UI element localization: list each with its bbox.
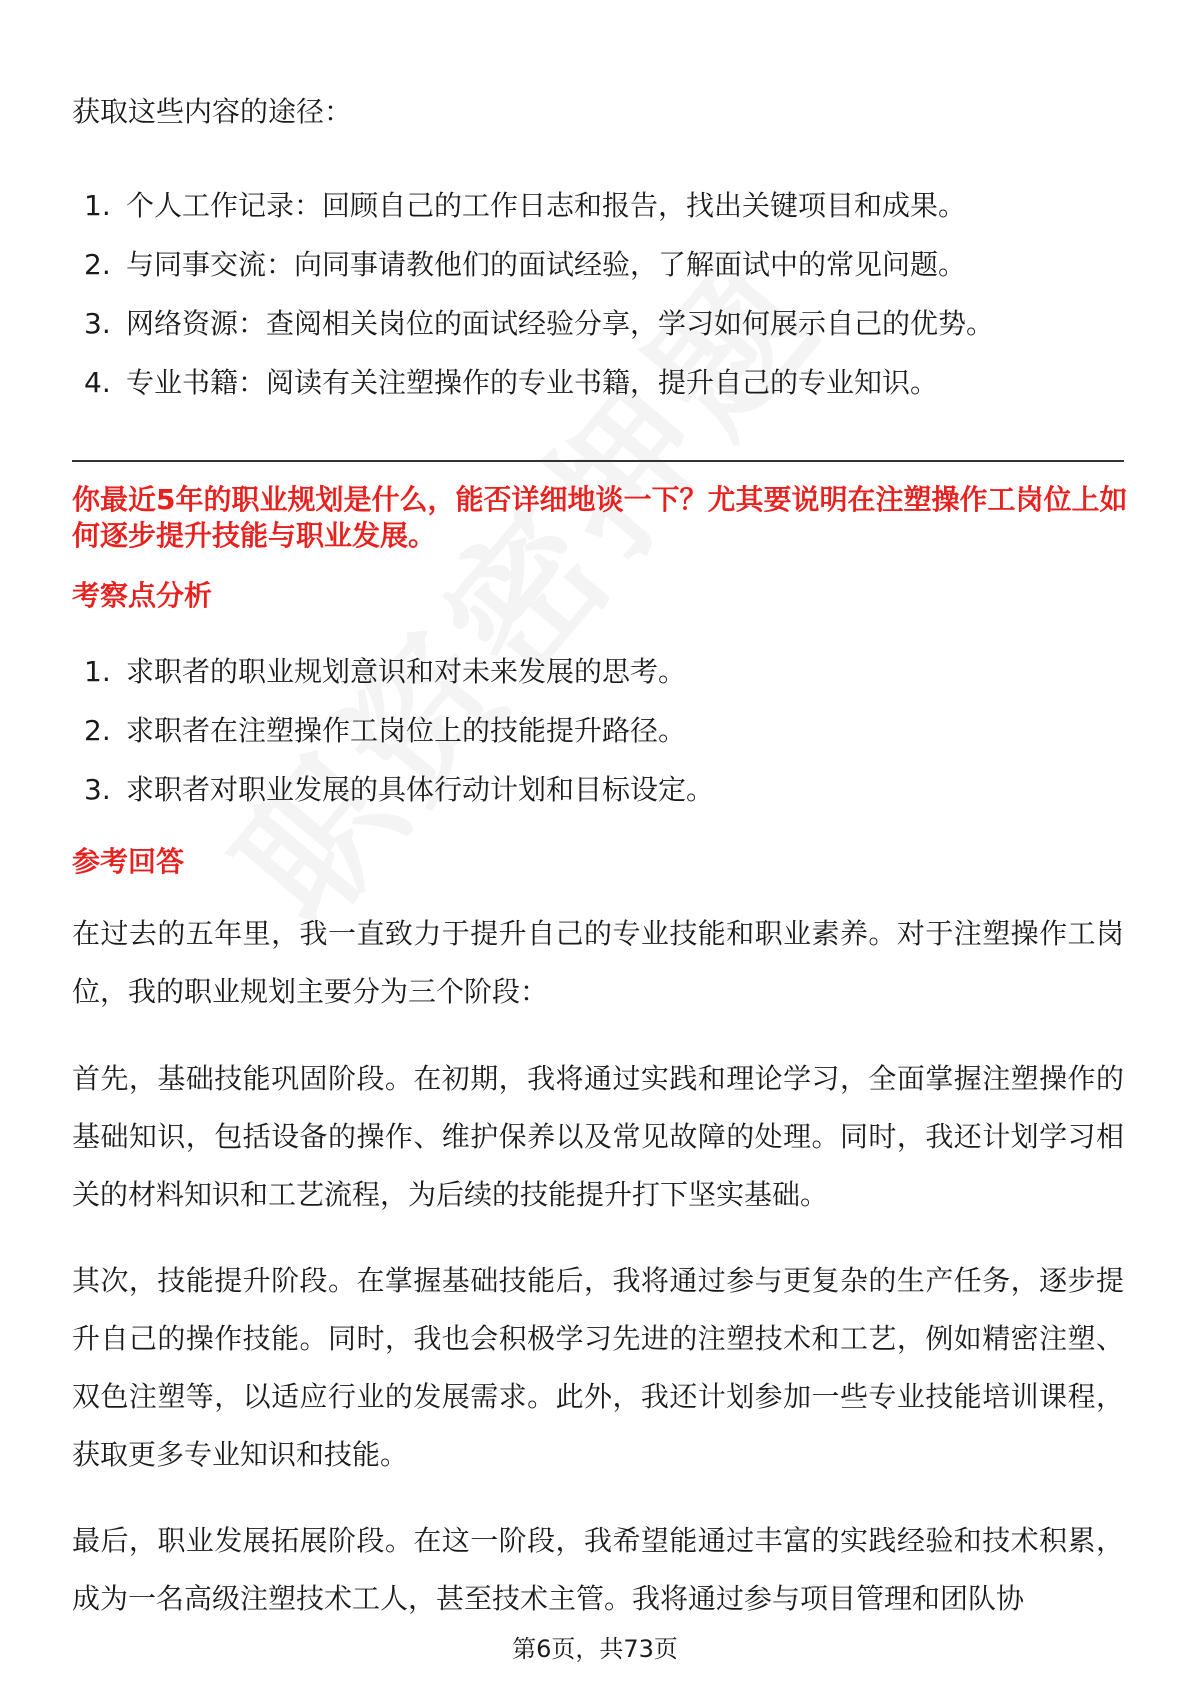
list-item [84,711,714,751]
list-item [84,363,994,403]
list-text: 求职者在注塑操作工岗位上的技能提升路径。 [126,714,687,747]
question-heading: 你最近5年的职业规划是什么，能否详细地谈一下？尤其要说明在注塑操作工岗位上如何逐步提升技能与职业发展。 [72,483,1128,552]
list-number: 2. [84,714,111,747]
list-number: 2. [84,248,111,281]
list-text: 求职者的职业规划意识和对未来发展的思考。 [126,655,687,688]
list-item [84,652,714,692]
list-item [84,245,994,285]
answer-paragraph: 最后，职业发展拓展阶段。在这一阶段，我希望能通过丰富的实践经验和技术积累，成为一名高级注塑技术工人，甚至技术主管。我将通过参与项目管理和团队协 [72,1524,1124,1615]
intro-text: 获取这些内容的途径： [72,95,353,128]
analysis-heading: 考察点分析 [72,579,213,612]
section-divider [72,460,1124,462]
list-number: 4. [84,366,111,399]
list-item [84,186,994,226]
list-text: 专业书籍：阅读有关注塑操作的专业书籍，提升自己的专业知识。 [126,366,939,399]
list-number: 3. [84,307,111,340]
answer-paragraph: 首先，基础技能巩固阶段。在初期，我将通过实践和理论学习，全面掌握注塑操作的基础知识，包括设备的操作、维护保养以及常见故障的处理。同时，我还计划学习相关的材料知识和工艺流程，为后续的技能提升打下坚实基础。 [72,1062,1124,1211]
list-text: 求职者对职业发展的具体行动计划和目标设定。 [126,773,715,806]
sources-list [84,186,994,422]
answer-heading: 参考回答 [72,845,185,878]
list-number: 3. [84,773,111,806]
list-text: 网络资源：查阅相关岗位的面试经验分享，学习如何展示自己的优势。 [126,307,995,340]
list-item [84,770,714,810]
page-number-footer: 第6页，共73页 [512,1635,678,1663]
list-text: 个人工作记录：回顾自己的工作日志和报告，找出关键项目和成果。 [126,189,967,222]
list-number: 1. [84,189,111,222]
list-text: 与同事交流：向同事请教他们的面试经验，了解面试中的常见问题。 [126,248,967,281]
answer-paragraph: 在过去的五年里，我一直致力于提升自己的专业技能和职业素养。对于注塑操作工岗位，我的职业规划主要分为三个阶段： [72,917,1124,1008]
list-item [84,304,994,344]
list-number: 1. [84,655,111,688]
analysis-list [84,652,714,829]
answer-paragraph: 其次，技能提升阶段。在掌握基础技能后，我将通过参与更复杂的生产任务，逐步提升自己的操作技能。同时，我也会积极学习先进的注塑技术和工艺，例如精密注塑、双色注塑等，以适应行业的发展需求。此外，我还计划参加一些专业技能培训课程，获取更多专业知识和技能。 [72,1264,1124,1471]
